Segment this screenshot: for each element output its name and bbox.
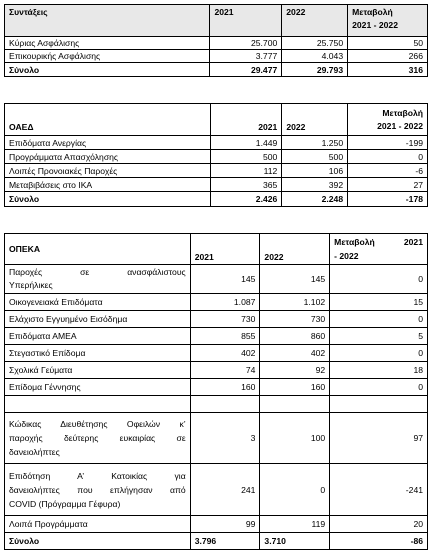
header-pensions: Συντάξεις	[5, 5, 210, 37]
cell-change: 0	[330, 345, 428, 362]
cell-2022: 1.250	[282, 136, 348, 150]
table-row	[5, 379, 428, 396]
cell-2022: 402	[260, 345, 330, 362]
cell-change: -6	[348, 164, 428, 178]
cell-2021: 855	[190, 328, 260, 345]
cell-2022	[260, 396, 330, 413]
table-row	[5, 178, 428, 192]
total-label: Σύνολο	[5, 63, 210, 77]
cell-2021: 74	[190, 362, 260, 379]
cell-change	[330, 396, 428, 413]
header-2021: 2021	[190, 234, 260, 265]
table-row	[5, 464, 428, 516]
cell-2022: 25.750	[282, 37, 348, 50]
cell-change: 0	[348, 150, 428, 164]
header-oaed: ΟΑΕΔ	[5, 104, 211, 136]
cell-2021: 500	[210, 150, 282, 164]
cell-2021: 730	[190, 311, 260, 328]
row-label: Επιδόματα ΑΜΕΑ	[5, 328, 191, 345]
table-row	[5, 328, 428, 345]
row-label: Προγράμματα Απασχόλησης	[5, 150, 211, 164]
cell-2022: 92	[260, 362, 330, 379]
cell-2022: 1.102	[260, 294, 330, 311]
cell-2022: 860	[260, 328, 330, 345]
cell-2021: 99	[190, 516, 260, 533]
table-row	[5, 50, 428, 63]
total-change: 316	[348, 63, 428, 77]
cell-2021: 145	[190, 265, 260, 294]
row-label: Ελάχιστο Εγγυημένο Εισόδημα	[5, 311, 191, 328]
cell-change: 266	[348, 50, 428, 63]
row-label: Επιδότηση Α’ Κατοικίας για δανειολήπτες που επλήγησαν από COVID (Πρόγραμμα Γέφυρα)	[5, 464, 191, 516]
row-label: Κώδικας Διευθέτησης Οφειλών κ’ παροχής δεύτερης ευκαιρίας σε δανειολήπτες	[5, 413, 191, 464]
cell-change: 50	[348, 37, 428, 50]
cell-2022: 0	[260, 464, 330, 516]
cell-2022: 145	[260, 265, 330, 294]
header-change: Μεταβολή 2021 - 2022	[330, 234, 428, 265]
table-row	[5, 311, 428, 328]
cell-2021: 402	[190, 345, 260, 362]
row-label: Επικουρικής Ασφάλισης	[5, 50, 210, 63]
cell-2021	[190, 396, 260, 413]
total-2022: 29.793	[282, 63, 348, 77]
total-label: Σύνολο	[5, 192, 211, 207]
cell-change: 20	[330, 516, 428, 533]
total-row	[5, 192, 428, 207]
cell-2022: 4.043	[282, 50, 348, 63]
cell-2021: 1.087	[190, 294, 260, 311]
cell-change: 0	[330, 311, 428, 328]
row-label: Λοιπές Προνοιακές Παροχές	[5, 164, 211, 178]
table-header-row	[5, 104, 428, 136]
cell-2022: 160	[260, 379, 330, 396]
cell-2022: 392	[282, 178, 348, 192]
cell-change: -199	[348, 136, 428, 150]
table-row	[5, 413, 428, 464]
cell-change: 0	[330, 379, 428, 396]
total-2022: 2.248	[282, 192, 348, 207]
table-row	[5, 345, 428, 362]
pensions-table	[4, 4, 428, 77]
total-change: -86	[330, 533, 428, 550]
header-2021: 2021	[210, 104, 282, 136]
oaed-table	[4, 103, 428, 207]
row-label: Επίδομα Γέννησης	[5, 379, 191, 396]
table-row	[5, 150, 428, 164]
row-label: Σχολικά Γεύματα	[5, 362, 191, 379]
cell-2022: 119	[260, 516, 330, 533]
cell-2021: 365	[210, 178, 282, 192]
table-row	[5, 396, 428, 413]
row-label: Οικογενειακά Επιδόματα	[5, 294, 191, 311]
cell-change: 18	[330, 362, 428, 379]
header-change: Μεταβολή 2021 - 2022	[348, 5, 428, 37]
cell-change: 15	[330, 294, 428, 311]
table-row	[5, 37, 428, 50]
opeka-table	[4, 233, 428, 550]
row-label: Επιδόματα Ανεργίας	[5, 136, 211, 150]
cell-change: -241	[330, 464, 428, 516]
total-label: Σύνολο	[5, 533, 191, 550]
cell-2021: 3	[190, 413, 260, 464]
cell-2021: 241	[190, 464, 260, 516]
cell-2021: 160	[190, 379, 260, 396]
header-opeka: ΟΠΕΚΑ	[5, 234, 191, 265]
row-label: Στεγαστικό Επίδομα	[5, 345, 191, 362]
table-row	[5, 164, 428, 178]
row-label: Λοιπά Προγράμματα	[5, 516, 191, 533]
cell-2022: 106	[282, 164, 348, 178]
header-2022: 2022	[282, 104, 348, 136]
table-row	[5, 136, 428, 150]
table-header-row	[5, 234, 428, 265]
total-2022: 3.710	[260, 533, 330, 550]
cell-2022: 730	[260, 311, 330, 328]
table-row	[5, 362, 428, 379]
row-label: Μεταβιβάσεις στο ΙΚΑ	[5, 178, 211, 192]
header-2022: 2022	[260, 234, 330, 265]
cell-change: 27	[348, 178, 428, 192]
cell-2021: 112	[210, 164, 282, 178]
cell-2022: 500	[282, 150, 348, 164]
cell-change: 97	[330, 413, 428, 464]
cell-2021: 25.700	[210, 37, 282, 50]
total-2021: 29.477	[210, 63, 282, 77]
total-row	[5, 533, 428, 550]
table-row	[5, 516, 428, 533]
total-2021: 2.426	[210, 192, 282, 207]
cell-change: 0	[330, 265, 428, 294]
cell-2022: 100	[260, 413, 330, 464]
cell-2021: 1.449	[210, 136, 282, 150]
table-header-row	[5, 5, 428, 37]
total-row	[5, 63, 428, 77]
header-2021: 2021	[210, 5, 282, 37]
row-label	[5, 396, 191, 413]
table-row	[5, 294, 428, 311]
total-change: -178	[348, 192, 428, 207]
row-label: Παροχές σε ανασφάλιστους Υπερήλικες	[5, 265, 191, 294]
table-row	[5, 265, 428, 294]
cell-change: 5	[330, 328, 428, 345]
total-2021: 3.796	[190, 533, 260, 550]
header-2022: 2022	[282, 5, 348, 37]
row-label: Κύριας Ασφάλισης	[5, 37, 210, 50]
cell-2021: 3.777	[210, 50, 282, 63]
header-change: Μεταβολή 2021 - 2022	[348, 104, 428, 136]
